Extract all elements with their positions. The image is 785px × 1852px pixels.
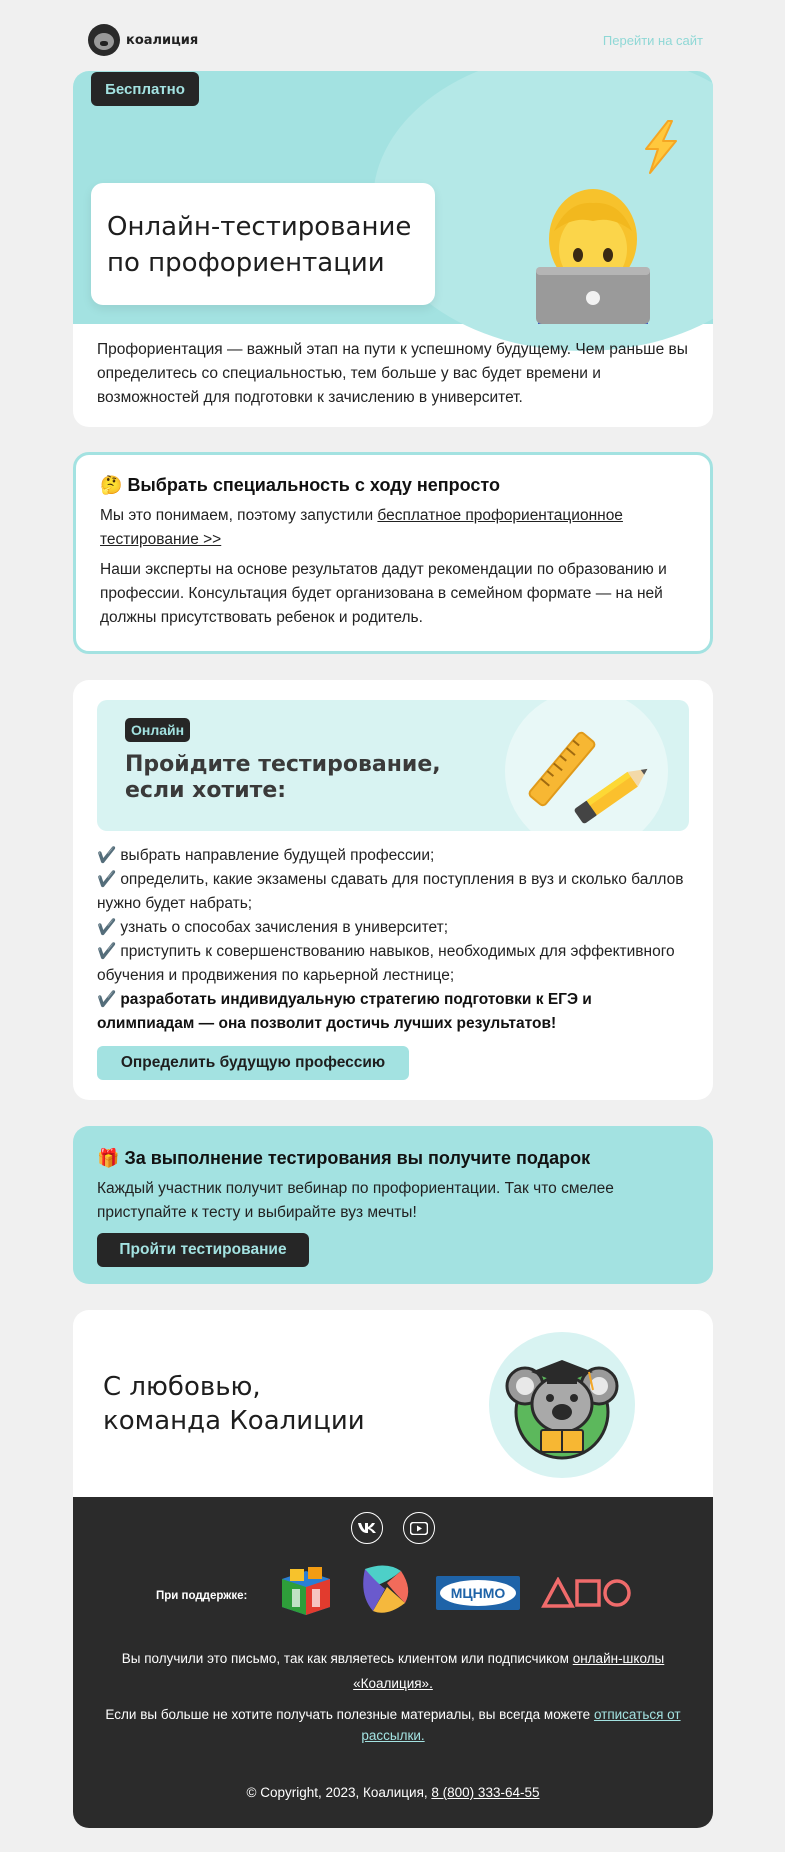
gift-text: Каждый участник получит вебинар по профориентации. Так что смелее приступайте к тесту и выбирайте вуз мечты! xyxy=(97,1180,614,1221)
thinking-face-icon: 🤔 xyxy=(100,475,123,495)
check-icon: ✔️ xyxy=(97,943,117,960)
specialty-p1-text: Мы это понимаем, поэтому запустили xyxy=(100,507,378,524)
cube-logo-icon[interactable] xyxy=(278,1565,334,1619)
mcnmo-logo[interactable] xyxy=(436,1576,520,1610)
phone-link[interactable]: 8 (800) 333-64-55 xyxy=(431,1785,540,1800)
benefits-list xyxy=(97,844,693,1036)
logo-text: коалиция xyxy=(126,32,199,48)
koalition-logo[interactable] xyxy=(88,24,198,56)
notice-2-text: Если вы больше не хотите получать полезные материалы, вы всегда можете xyxy=(105,1707,594,1722)
intro-text: Профориентация — важный этап на пути к успешному будущему. Чем раньше вы определитесь со специальностью, тем больше у вас будет времени и возможностей для подготовки к зачислению в университет. xyxy=(97,341,688,406)
hero-title-box xyxy=(91,183,435,305)
koala-graduate-icon xyxy=(489,1332,635,1478)
pencil-icon xyxy=(567,758,659,828)
specialty-paragraph-2: Наши эксперты на основе результатов дадут рекомендации по образованию и профессии. Консультация будет организована в семейном формате — на ней должны присутствовать ребенок и родитель. xyxy=(100,561,667,626)
copyright xyxy=(73,1785,713,1800)
check-icon: ✔️ xyxy=(97,919,117,936)
subscription-notice xyxy=(93,1646,693,1696)
koalition-school-link[interactable]: онлайн-школы «Коалиция». xyxy=(353,1651,665,1691)
dpo-logo[interactable] xyxy=(541,1577,633,1609)
notice-1-text: Вы получили это письмо, так как являетесь клиентом или подписчиком xyxy=(121,1651,573,1666)
determine-profession-button[interactable]: Определить будущую профессию xyxy=(97,1046,409,1080)
hero-card xyxy=(73,71,713,427)
footer xyxy=(73,1497,713,1828)
testing-banner-title: Пройдите тестирование, если хотите: xyxy=(125,752,441,803)
take-test-button[interactable]: Пройти тестирование xyxy=(97,1233,309,1267)
check-icon: ✔️ xyxy=(97,871,117,888)
gift-card xyxy=(73,1126,713,1284)
mcnmo-logo-text: МЦНМО xyxy=(450,1585,506,1601)
specialty-paragraph-1 xyxy=(100,504,686,552)
unsubscribe-notice xyxy=(93,1704,693,1746)
online-badge: Онлайн xyxy=(125,718,190,742)
list-item-text: узнать о способах зачисления в университет; xyxy=(120,919,449,936)
list-item xyxy=(97,844,693,868)
free-badge: Бесплатно xyxy=(91,72,199,106)
youtube-icon[interactable] xyxy=(403,1512,435,1544)
specialty-title-text: Выбрать специальность с ходу непросто xyxy=(127,475,500,495)
koala-logo-icon xyxy=(88,24,120,56)
list-item xyxy=(97,940,693,988)
list-item-text: определить, какие экзамены сдавать для поступления в вуз и сколько баллов нужно будет набрать; xyxy=(97,871,684,912)
list-item xyxy=(97,916,693,940)
testing-card xyxy=(73,680,713,1100)
unsubscribe-link[interactable]: отписаться от рассылки. xyxy=(361,1707,681,1743)
check-icon: ✔️ xyxy=(97,991,117,1008)
specialty-title xyxy=(100,475,686,496)
lightning-icon xyxy=(638,119,682,175)
vk-icon[interactable] xyxy=(351,1512,383,1544)
gift-title-text: За выполнение тестирования вы получите подарок xyxy=(124,1148,591,1168)
check-icon: ✔️ xyxy=(97,847,117,864)
testing-banner xyxy=(97,700,689,831)
gift-title xyxy=(97,1148,689,1169)
koala-mascot-circle xyxy=(489,1332,635,1478)
list-item-text: приступить к совершенствованию навыков, необходимых для эффективного обучения и продвижения по карьерной лестнице; xyxy=(97,943,675,984)
hero-banner xyxy=(73,71,713,324)
free-testing-link[interactable]: бесплатное профориентационное тестирование >> xyxy=(100,507,623,548)
specialty-card xyxy=(73,452,713,654)
woman-laptop-icon xyxy=(528,181,658,324)
petal-logo-icon[interactable] xyxy=(357,1561,413,1617)
copyright-text: © Copyright, 2023, Коалиция, xyxy=(246,1785,432,1800)
signoff-text: С любовью, команда Коалиции xyxy=(103,1372,365,1436)
list-item xyxy=(97,988,693,1036)
signoff-card xyxy=(73,1310,713,1500)
list-item-text: разработать индивидуальную стратегию подготовки к ЕГЭ и олимпиадам — она позволит достичь лучших результатов! xyxy=(97,991,592,1032)
mcnmo-logo-oval xyxy=(440,1580,516,1606)
list-item xyxy=(97,868,693,916)
go-to-site-link[interactable]: Перейти на сайт xyxy=(602,33,703,48)
list-item-text: выбрать направление будущей профессии; xyxy=(120,847,435,864)
hero-title: Онлайн-тестирование по профориентации xyxy=(107,212,412,278)
gift-icon: 🎁 xyxy=(97,1148,120,1168)
support-label: При поддержке: xyxy=(156,1590,248,1602)
